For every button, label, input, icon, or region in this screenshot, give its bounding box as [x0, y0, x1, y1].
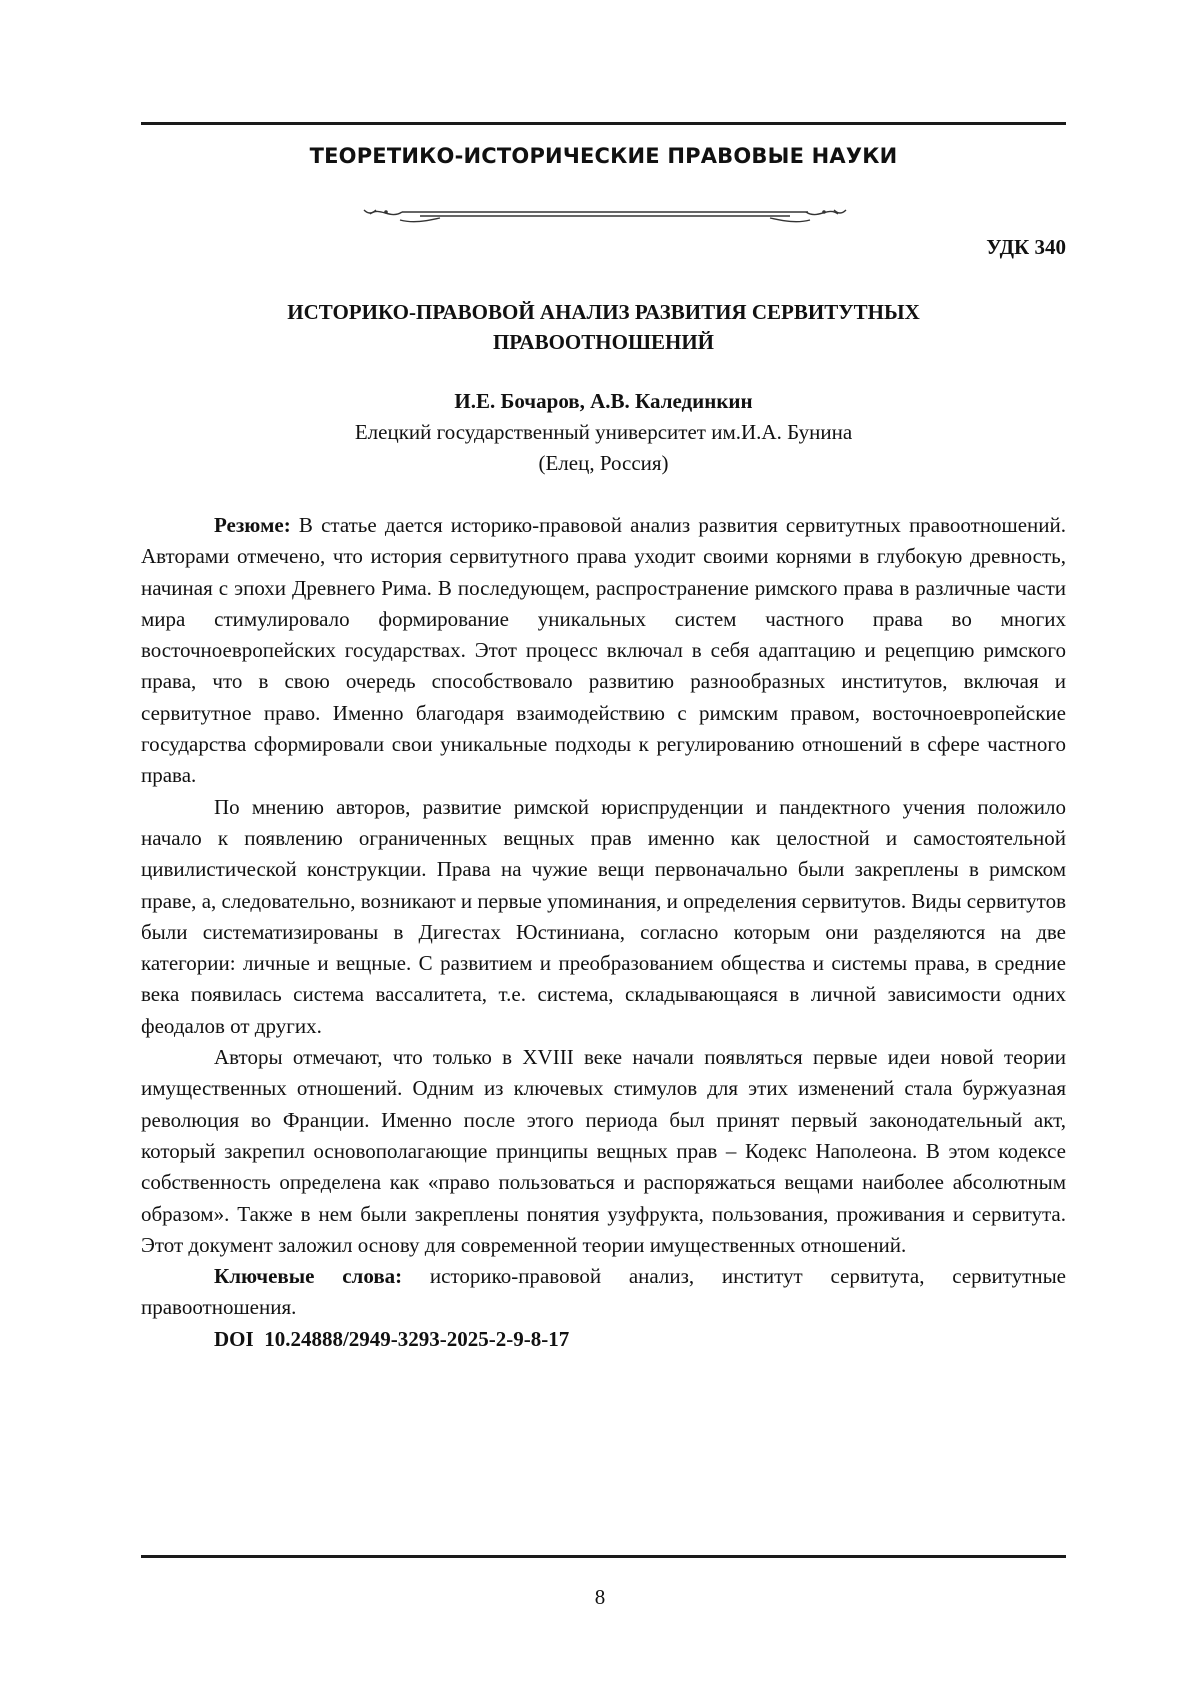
location: (Елец, Россия) [141, 451, 1066, 476]
abstract-paragraph: Авторы отмечают, что только в XVIII веке начали появляться первые идеи новой теории имущественных отношений. Одним из ключевых стимулов для этих изменений стала буржуазная революция во Франции. Именно после этого периода был принят первый законодательный акт, который закрепил основополагающие принципы вещных прав – Кодекс Наполеона. В этом кодексе собственность определена как «право пользоваться и распоряжаться вещами наиболее абсолютным образом». Также в нем были закреплены понятия узуфрукта, пользования, проживания и сервитута. Этот документ заложил основу для современной теории имущественных отношений. [141, 1042, 1066, 1261]
doi-value: 10.24888/2949-3293-2025-2-9-8-17 [264, 1327, 569, 1351]
page-number: 8 [0, 1585, 1200, 1610]
abstract-body [141, 510, 1066, 1355]
affiliation: Елецкий государственный университет им.И.А. Бунина [141, 420, 1066, 445]
abstract-paragraph: По мнению авторов, развитие римской юриспруденции и пандектного учения положило начало к появлению ограниченных вещных прав именно как целостной и самостоятельной цивилистической конструкции. Права на чужие вещи первоначально были закреплены в римском праве, а, следовательно, возникают и первые упоминания, и определения сервитутов. Виды сервитутов были систематизированы в Дигестах Юстиниана, согласно которым они разделяются на две категории: личные и вещные. С развитием и преобразованием общества и системы права, в средние века появилась система вассалитета, т.е. система, складывающаяся в личной зависимости одних феодалов от других. [141, 792, 1066, 1042]
keywords [141, 1261, 1066, 1324]
udk-code: УДК 340 [986, 235, 1066, 260]
header-rule [141, 122, 1066, 125]
keywords-text: историко-правовой анализ, институт сервитута, сервитутные правоотношения. [141, 1264, 1066, 1319]
footer-rule [141, 1555, 1066, 1558]
abstract-label: Резюме: [214, 513, 291, 537]
article-title-line: ПРАВООТНОШЕНИЙ [141, 327, 1066, 357]
authors: И.Е. Бочаров, А.В. Калединкин [141, 389, 1066, 414]
doi-label: DOI [214, 1327, 254, 1351]
keywords-label: Ключевые слова: [214, 1264, 402, 1288]
ornament-divider-icon [360, 200, 850, 230]
doi [141, 1324, 1066, 1355]
abstract-paragraph [141, 510, 1066, 792]
article-title [141, 297, 1066, 357]
article-title-line: ИСТОРИКО-ПРАВОВОЙ АНАЛИЗ РАЗВИТИЯ СЕРВИТУТНЫХ [141, 297, 1066, 327]
section-title: ТЕОРЕТИКО-ИСТОРИЧЕСКИЕ ПРАВОВЫЕ НАУКИ [141, 144, 1066, 168]
abstract-text: В статье дается историко-правовой анализ развития сервитутных правоотношений. Авторами отмечено, что история сервитутного права уходит своими корнями в глубокую древность, начиная с эпохи Древнего Рима. В последующем, распространение римского права в различные части мира стимулировало формирование уникальных систем частного права во многих восточноевропейских государствах. Этот процесс включал в себя адаптацию и рецепцию римского права, что в свою очередь способствовало развитию разнообразных институтов, включая и сервитутное право. Именно благодаря взаимодействию с римским правом, восточноевропейские государства сформировали свои уникальные подходы к регулированию отношений в сфере частного права. [141, 513, 1066, 787]
